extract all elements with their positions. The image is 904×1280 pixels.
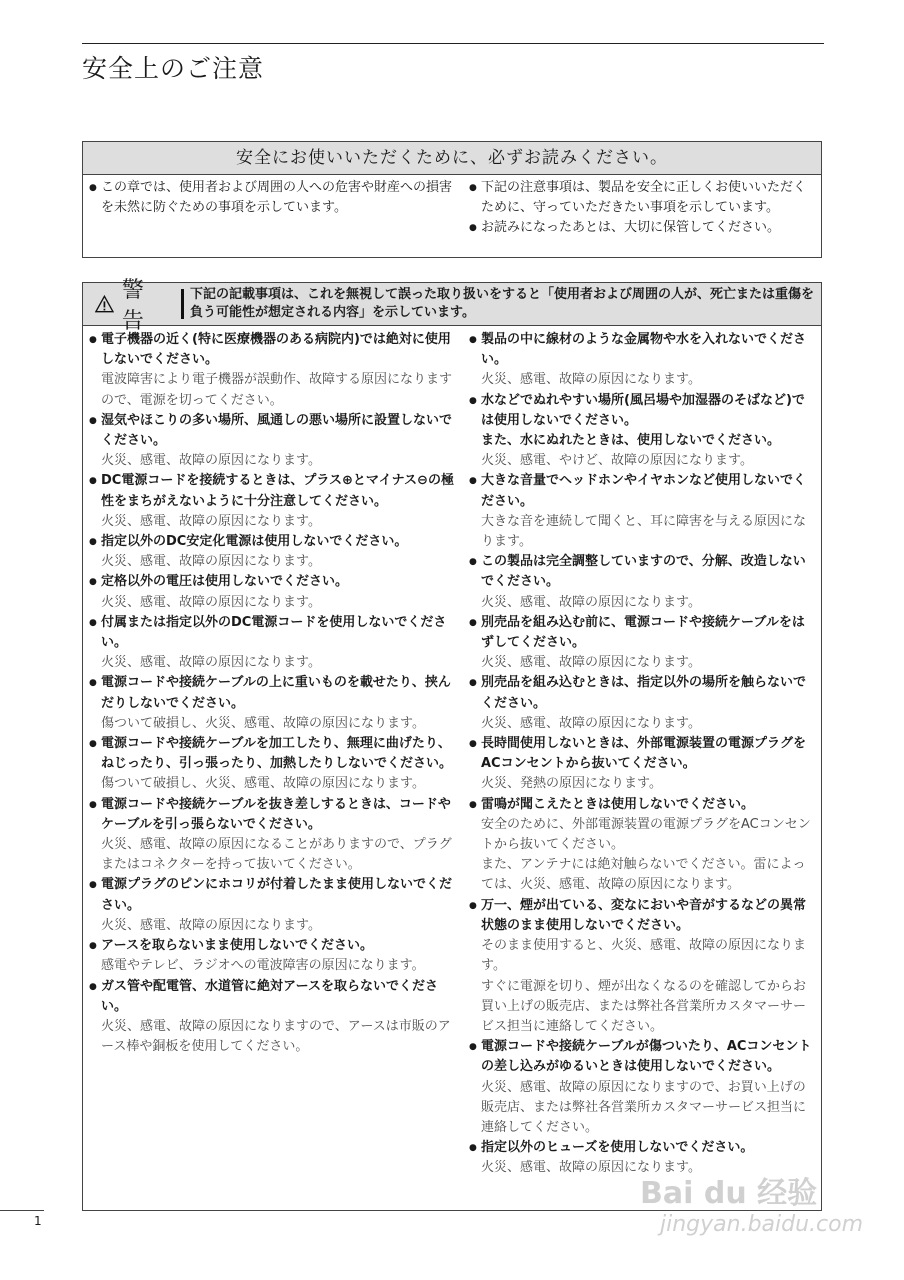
warning-triangle-icon [95,294,114,314]
warning-item-detail: 火災、感電、故障の原因になります。 [481,594,701,610]
warning-item-detail: 火災、感電、故障の原因になります。 [101,453,321,469]
warning-item-detail: すぐに電源を切り、煙が出なくなるのを確認してからお買い上げの販売店、または弊社各営業所カスタマーサービス担当に連絡してください。 [481,978,807,1034]
warning-item-heading: ● 雷鳴が聞こえたときは使用しないでください。 [481,796,755,812]
warning-item-heading: ● 電源プラグのピンにホコリが付着したまま使用しないでください。 [101,877,453,913]
warning-item-detail: 火災、感電、故障の原因になります。 [101,655,321,671]
warning-item-detail: 火災、感電、故障の原因になります。 [481,1160,701,1176]
warning-label: 警 告 [121,278,150,334]
warning-item [89,673,457,734]
warning-item-heading: ● 製品の中に線材のような金属物や水を入れないでください。 [481,332,807,368]
warning-item [89,936,457,976]
warning-item-heading: ● 長時間使用しないときは、外部電源装置の電源プラグをACコンセントから抜いてください。 [481,736,807,772]
warning-item-heading: ● 付属または指定以外のDC電源コードを使用しないでください。 [101,614,447,651]
warning-item [89,795,457,876]
warning-item [469,673,813,734]
watermark-url: jingyan.baidu.com [660,1212,864,1237]
warning-left-column [89,330,467,1179]
warning-item-heading: ● 別売品を組み込むときは、指定以外の場所を触らないでください。 [481,675,807,711]
footer-rule [0,1210,44,1211]
read-first-heading: 安全にお使いいただくために、必ずお読みください。 [83,142,821,175]
page-title: 安全上のご注意 [82,54,265,83]
warning-item-detail: 火災、発熱の原因になります。 [481,776,662,792]
list-item: ● 下記の注意事項は、製品を安全に正しくお使いいただくために、守っていただきたい事項を示しています。 [469,178,813,218]
warning-item-detail: また、アンテナには絶対触らないでください。雷によっては、火災、感電、故障の原因になります。 [481,857,806,893]
warning-item [89,734,457,795]
warning-item [469,1037,813,1138]
warning-item-heading: ● 湿気やほこりの多い場所、風通しの悪い場所に設置しないでください。 [101,412,453,449]
warning-item [89,572,457,612]
warning-item [469,734,813,795]
divider [181,289,184,319]
warning-item-detail: 火災、感電、故障の原因になります。 [481,655,701,671]
warning-item [89,977,457,1058]
top-rule [82,43,824,44]
warning-item-detail: 火災、感電、故障の原因になります。 [101,917,321,933]
warning-item-detail: 火災、感電、故障の原因になります。 [481,715,701,731]
warning-header [83,278,821,334]
page-number: 1 [34,1214,42,1228]
warning-item [469,795,813,896]
warning-item-heading: ● DC電源コードを接続するときは、プラス⊕とマイナス⊖の極性をまちがえないように十分注意してください。 [101,473,454,509]
watermark: Bai du 经验 [640,1176,818,1211]
warning-item [89,411,457,472]
warning-item-heading: ● 電源コードや接続ケーブルを加工したり、無理に曲げたり、ねじったり、引っ張ったり、加熱したりしないでください。 [101,736,453,772]
warning-item-heading: ● アースを取らないまま使用しないでください。 [101,938,373,954]
warning-item-detail: 火災、感電、故障の原因になります。 [101,594,321,610]
warning-item-heading: ● 水などでぬれやすい場所(風呂場や加湿器のそばなど)では使用しないでください。 [481,392,805,428]
warning-item-detail: 火災、感電、故障の原因になります。 [481,372,701,388]
warning-item-detail: 大きな音を連続して聞くと、耳に障害を与える原因になります。 [481,513,807,550]
read-first-box [82,141,822,258]
warning-item-heading: ● 指定以外のDC安定化電源は使用しないでください。 [101,534,408,550]
warning-item-heading: ● 電源コードや接続ケーブルが傷ついたり、ACコンセントの差し込みがゆるいときは使用しないでください。 [481,1039,812,1075]
warning-item-detail: 火災、感電、故障の原因になりますので、アースは市販のアース棒や銅板を使用してください。 [101,1018,451,1055]
warning-item-heading: ● 指定以外のヒューズを使用しないでください。 [481,1140,754,1156]
warning-right-column [467,330,813,1179]
warning-item-detail: 火災、感電、故障の原因になります。 [101,554,321,570]
warning-item-detail: 感電やテレビ、ラジオへの電波障害の原因になります。 [101,958,425,974]
warning-item-detail: 傷ついて破損し、火災、感電、故障の原因になります。 [101,776,425,792]
read-first-left [89,178,467,239]
warning-item-heading: ● 電子機器の近く(特に医療機器のある病院内)では絶対に使用しないでください。 [101,332,451,368]
list-item: ● この章では、使用者および周囲の人への危害や財産への損害を未然に防ぐための事項を示しています。 [89,178,457,218]
warning-item [89,330,457,411]
warning-item-detail: そのまま使用すると、火災、感電、故障の原因になります。 [481,938,807,974]
warning-item-detail: 火災、感電、やけど、故障の原因になります。 [481,453,753,469]
warning-description: 下記の記載事項は、これを無視して誤った取り扱いをすると「使用者および周囲の人が、死亡または重傷を負う可能性が想定される内容」を示しています。 [190,287,815,320]
warning-item-heading: ● 電源コードや接続ケーブルを抜き差しするときは、コードやケーブルを引っ張らないでください。 [101,796,451,832]
warning-item [469,552,813,613]
warning-item-heading: ● この製品は完全調整していますので、分解、改造しないでください。 [481,554,806,590]
warning-item-detail: 安全のために、外部電源装置の電源プラグをACコンセントから抜いてください。 [481,816,811,853]
warning-item-detail: 傷ついて破損し、火災、感電、故障の原因になります。 [101,715,425,731]
warning-item [89,613,457,674]
warning-item-heading: ● ガス管や配電管、水道管に絶対アースを取らないでください。 [101,978,438,1014]
warning-item [469,613,813,674]
warning-item [89,471,457,532]
read-first-right [467,178,813,239]
warning-box [82,278,822,1211]
warning-item-heading: ● 定格以外の電圧は使用しないでください。 [101,574,349,590]
warning-item-heading: ● 大きな音量でヘッドホンやイヤホンなど使用しないでください。 [481,473,807,509]
warning-item [469,471,813,552]
warning-item [469,391,813,472]
warning-item-heading: また、水にぬれたときは、使用しないでください。 [481,433,781,449]
warning-item-detail: 電波障害により電子機器が誤動作、故障する原因になりますので、電源を切ってください。 [101,372,453,408]
warning-item [469,330,813,391]
warning-item-detail: 火災、感電、故障の原因になります。 [101,513,321,529]
warning-item-detail: 火災、感電、故障の原因になることがありますので、プラグまたはコネクターを持って抜いてください。 [101,837,452,873]
warning-item-detail: 火災、感電、故障の原因になりますので、お買い上げの販売店、または弊社各営業所カスタマーサービス担当に連絡してください。 [481,1079,807,1135]
warning-item [89,875,457,936]
list-item: ● お読みになったあとは、大切に保管してください。 [469,218,813,238]
warning-item-heading: ● 別売品を組み込む前に、電源コードや接続ケーブルをはずしてください。 [481,614,805,651]
warning-item [89,532,457,572]
warning-item [469,896,813,1037]
warning-item-heading: ● 万一、煙が出ている、変なにおいや音がするなどの異常状態のまま使用しないでください。 [481,897,807,933]
warning-item-heading: ● 電源コードや接続ケーブルの上に重いものを載せたり、挟んだりしないでください。 [101,675,451,711]
